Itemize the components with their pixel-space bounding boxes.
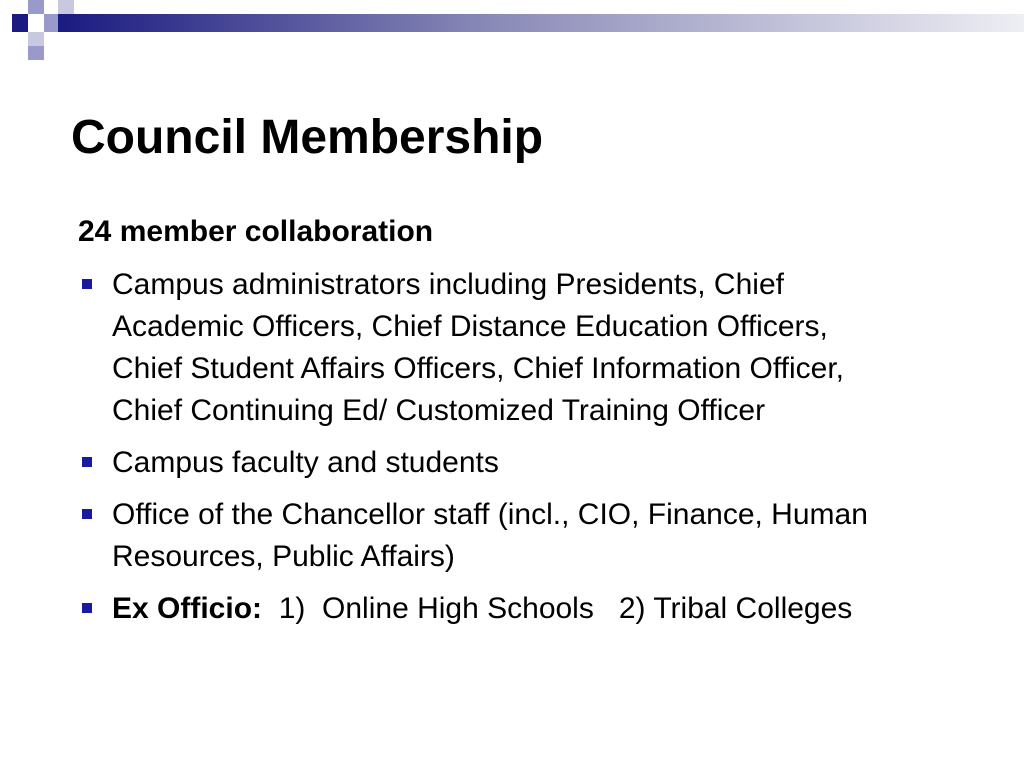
ex-officio-spacer	[262, 592, 279, 625]
bullet-line: Campus administrators including Presidents, Chief	[112, 268, 784, 301]
decoration-square-light-top	[28, 0, 44, 14]
bullet-item-ex-officio	[78, 588, 1018, 630]
ex-officio-label: Ex Officio:	[112, 592, 263, 625]
decoration-square-light-low	[28, 32, 44, 46]
bullet-line: Chief Continuing Ed/ Customized Training Officer	[112, 394, 766, 427]
square-bullet-icon	[82, 603, 92, 613]
header-gradient-bar	[58, 14, 1024, 32]
square-bullet-icon	[82, 279, 92, 289]
bullet-line: Office of the Chancellor staff (incl., CIO, Finance, Human	[112, 498, 868, 531]
decoration-square-light-mid	[44, 14, 58, 32]
subheading: 24 member collaboration	[78, 215, 434, 248]
bullet-line: Campus faculty and students	[112, 446, 499, 479]
decoration-square-light-top2	[58, 0, 74, 14]
bullet-line: Chief Student Affairs Officers, Chief Information Officer,	[112, 352, 845, 385]
bullet-item-administrators	[78, 264, 1018, 432]
decoration-square-light-bottom	[28, 46, 44, 60]
bullet-list	[78, 264, 1018, 640]
header-decoration	[0, 0, 1024, 70]
bullet-item-faculty	[78, 442, 1018, 484]
bullet-line: Academic Officers, Chief Distance Education Officers,	[112, 310, 828, 343]
slide-title: Council Membership	[71, 111, 544, 164]
square-bullet-icon	[82, 457, 92, 467]
bullet-line	[112, 588, 1018, 630]
square-bullet-icon	[82, 509, 92, 519]
bullet-line: Resources, Public Affairs)	[112, 540, 455, 573]
ex-officio-text: 1) Online High Schools 2) Tribal Colleges	[278, 592, 853, 625]
bullet-item-chancellor-staff	[78, 494, 1018, 578]
decoration-square-dark	[12, 14, 28, 32]
